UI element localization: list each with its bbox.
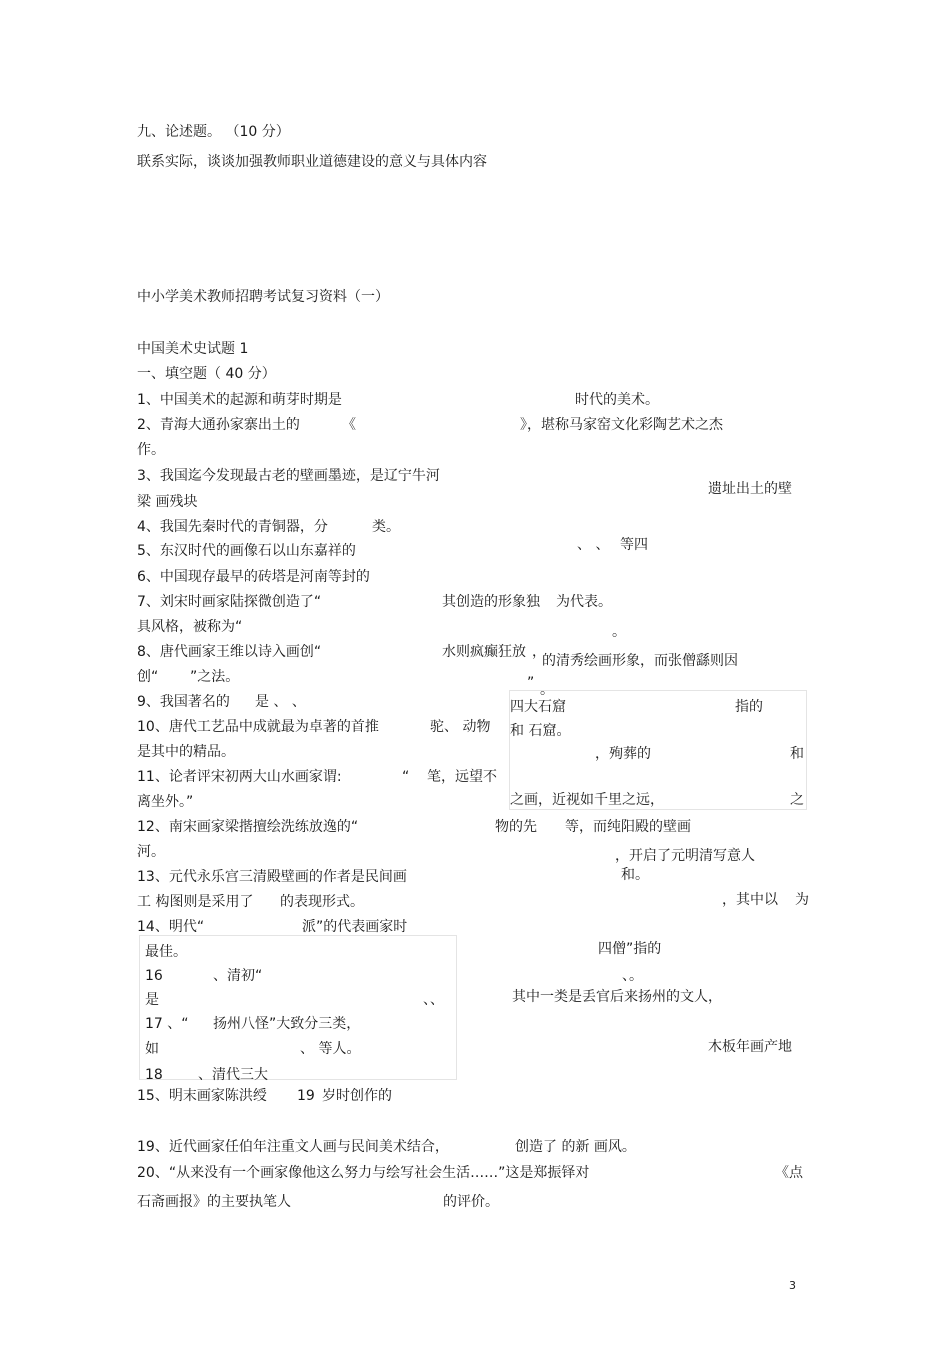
- q10-mid: 驼、 动物: [430, 719, 491, 735]
- q3-tail: 遗址出土的壁: [708, 481, 792, 497]
- q2-wrap: 作。: [137, 442, 165, 458]
- q7-period: 。: [612, 624, 626, 640]
- q10-wrap: 是其中的精品。: [137, 744, 235, 760]
- q3-wrap: 梁 画残块: [137, 494, 198, 510]
- q11-mid: 笔，远望不: [427, 769, 497, 785]
- q12-wrap: 河。: [137, 844, 165, 860]
- q11-painting: 之画，近视如千里之远，: [510, 792, 664, 808]
- q17-number: 17 、“: [145, 1016, 189, 1032]
- q15-text: 15、明末画家陈洪绶: [137, 1088, 267, 1104]
- document-subtitle: 中国美术史试题 1: [137, 341, 249, 357]
- q18-number: 18: [145, 1067, 163, 1083]
- section-nine-question: 联系实际，谈谈加强教师职业道德建设的意义与具体内容: [137, 154, 487, 170]
- q13-among: ，其中以: [722, 892, 778, 908]
- q2-open-quote: 《: [342, 417, 356, 433]
- q7-mid: 其创造的形象独: [442, 594, 540, 610]
- document-title: 中小学美术教师招聘考试复习资料（一）: [137, 289, 389, 305]
- q5-text: 5、东汉时代的画像石以山东嘉祥的: [137, 543, 356, 559]
- q16-text: 、清初“: [213, 968, 263, 984]
- q9-tail: 指的: [735, 699, 763, 715]
- q15-tail: 岁时创作的: [322, 1088, 392, 1104]
- q17-woodblock: 木板年画产地: [708, 1039, 792, 1055]
- page-number: 3: [789, 1279, 796, 1292]
- q13-wrap: 工 构图则是采用了: [137, 894, 254, 910]
- q16-tail: 、。: [622, 968, 643, 984]
- q8-period: 。: [540, 682, 554, 698]
- q16-yangzhou: 其中一类是丢官后来扬州的文人，: [512, 989, 722, 1005]
- q9-caves: 四大石窟: [510, 699, 566, 715]
- q12-freehand: ，开启了元明清写意人: [615, 848, 755, 864]
- q12-mid: 物的先: [495, 819, 537, 835]
- q13-and: 和。: [621, 867, 649, 883]
- q8-tail: 的清秀绘画形象，而张僧繇则因: [542, 653, 738, 669]
- q17-such-as: 如: [145, 1041, 159, 1057]
- q1-tail: 时代的美术。: [575, 392, 659, 408]
- q11-text: 11、论者评宋初两大山水画家谓:: [137, 769, 342, 785]
- q4-text: 4、我国先秦时代的青铜器，分: [137, 519, 328, 535]
- q11-tail: 之: [790, 792, 804, 808]
- q3-text: 3、我国迄今发现最古老的壁画墨迹，是辽宁牛河: [137, 468, 440, 484]
- q8-wrap: 创“: [137, 669, 159, 685]
- q11-wrap: 离坐外。”: [137, 794, 194, 810]
- q14-text: 14、明代“: [137, 919, 205, 935]
- q8-close-quote: ”: [527, 675, 535, 691]
- q13-text: 13、元代永乐宫三清殿壁画的作者是民间画: [137, 869, 407, 885]
- q1-text: 1、中国美术的起源和萌芽时期是: [137, 392, 342, 408]
- q4-tail: 类。: [372, 519, 400, 535]
- q19-tail: 创造了 的新 画风。: [515, 1139, 636, 1155]
- q17-others: 、 等人。: [300, 1041, 361, 1057]
- q10-and: 和: [790, 746, 804, 762]
- q5-mid: 、 、: [577, 537, 610, 553]
- q16-is: 是: [145, 992, 159, 1008]
- q20-text: 20、“从来没有一个画家像他这么努力与绘写社会生活……”这是郑振铎对: [137, 1165, 590, 1181]
- q6-text: 6、中国现存最早的砖塔是河南等封的: [137, 569, 370, 585]
- q8-wrap-tail: ”之法。: [190, 669, 240, 685]
- q14-four-monks: 四僧”指的: [598, 941, 662, 957]
- q20-tail: 的评价。: [443, 1194, 499, 1210]
- q12-text: 12、南宋画家梁揩擅绘洗练放逸的“: [137, 819, 359, 835]
- q13-wrap-tail: 的表现形式。: [280, 894, 364, 910]
- part-one-heading: 一、填空题（ 40 分）: [137, 366, 276, 382]
- q10-burial: ，殉葬的: [595, 746, 651, 762]
- q7-text: 7、刘宋时画家陆探微创造了“: [137, 594, 322, 610]
- q2-text: 2、青海大通孙家寨出土的: [137, 417, 300, 433]
- q7-wrap: 具风格，被称为“: [137, 619, 243, 635]
- q8-comma: ，: [532, 644, 546, 660]
- q20-wrap: 石斋画报》的主要执笔人: [137, 1194, 291, 1210]
- q10-text: 10、唐代工艺品中成就最为卓著的首推: [137, 719, 379, 735]
- q14-mid: 派”的代表画家时: [302, 919, 408, 935]
- q19-text: 19、近代画家任伯年注重文人画与民间美术结合，: [137, 1139, 449, 1155]
- q12-tail: 等，而纯阳殿的壁画: [565, 819, 691, 835]
- q20-title-open: 《点: [775, 1165, 803, 1181]
- q16-number: 16: [145, 968, 163, 984]
- q13-as: 为: [795, 892, 809, 908]
- q15-age: 19: [297, 1088, 315, 1104]
- q11-quote: “: [402, 769, 410, 785]
- q18-text: 、清代三大: [198, 1067, 268, 1083]
- q2-tail: 》，堪称马家窑文化彩陶艺术之杰: [520, 417, 723, 433]
- section-nine-heading: 九、论述题。 （10 分）: [137, 124, 290, 140]
- q9-text: 9、我国著名的: [137, 694, 230, 710]
- q17-text: 扬州八怪”大致分三类，: [213, 1016, 361, 1032]
- q10-grottoes: 和 石窟。: [510, 723, 571, 739]
- q8-mid: 水则疯癫狂放: [442, 644, 526, 660]
- q14-best: 最佳。: [145, 944, 187, 960]
- q7-tail: 为代表。: [556, 594, 612, 610]
- q9-mid: 是 、 、: [255, 694, 306, 710]
- q5-tail: 等四: [620, 537, 648, 553]
- q8-text: 8、唐代画家王维以诗入画创“: [137, 644, 322, 660]
- q16-commas: 、、: [423, 992, 444, 1008]
